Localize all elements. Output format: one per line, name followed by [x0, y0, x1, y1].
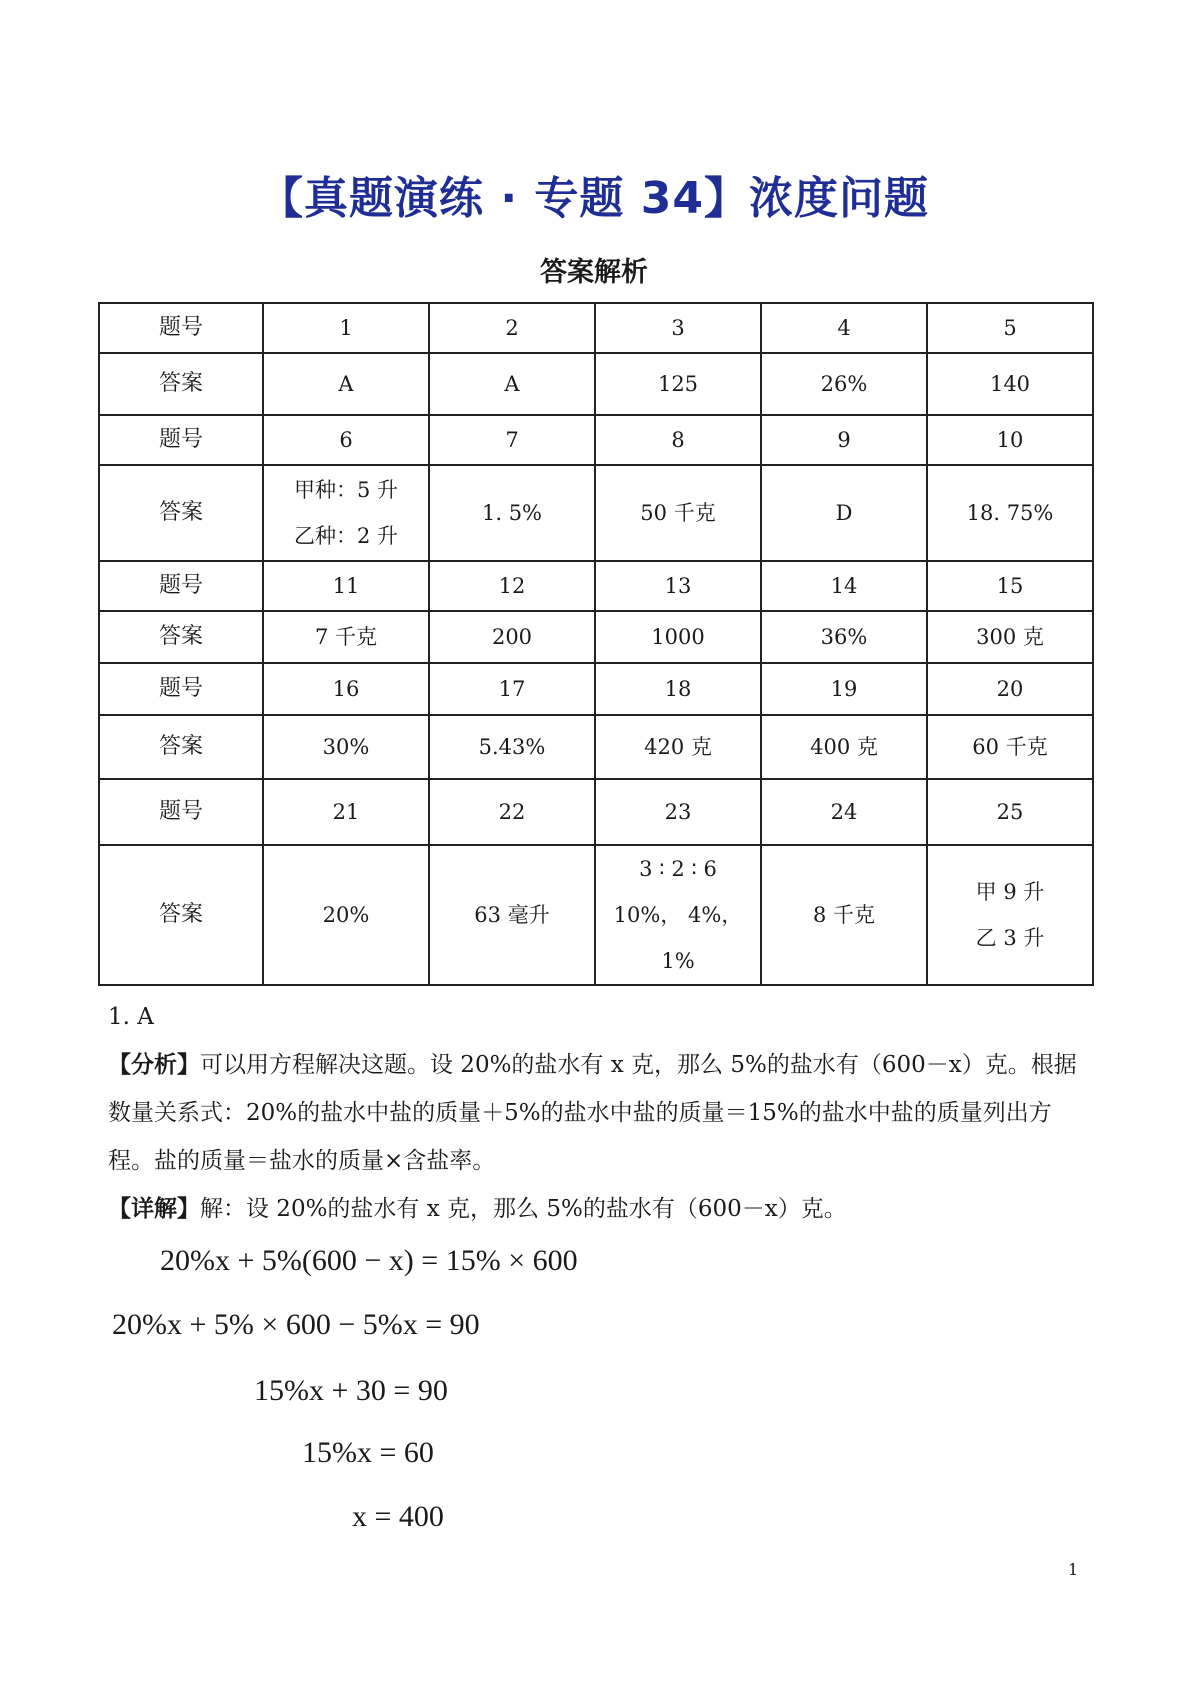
question-number-cell: 25: [927, 779, 1093, 845]
answer-cell: [429, 353, 595, 415]
answer-cell: [263, 465, 429, 561]
answer-line: 26%: [820, 371, 868, 396]
answer-cell: [927, 845, 1093, 985]
answer-line: 125: [657, 371, 699, 396]
answer-table: [98, 302, 1094, 986]
detail-label: 【详解】: [108, 1195, 200, 1222]
question-number-cell: 13: [595, 561, 761, 611]
equation-line: 15%x + 30 = 90: [254, 1374, 448, 1407]
answer-row: [99, 353, 1093, 415]
answer-line: 甲 9 升: [975, 880, 1045, 904]
equation-line: x = 400: [352, 1500, 444, 1533]
question-number-cell: 18: [595, 663, 761, 715]
question-number-cell: 2: [429, 303, 595, 353]
answer-row: [99, 465, 1093, 561]
detail-paragraph: [108, 1185, 1088, 1233]
answer-cell: [927, 465, 1093, 561]
answer-line: 300 克: [976, 624, 1044, 649]
question-number-cell: 24: [761, 779, 927, 845]
answer-line: D: [835, 500, 853, 525]
question-1-heading: 1. A: [108, 1004, 154, 1030]
answer-label: 答案: [99, 465, 263, 561]
answer-line: 乙 3 升: [975, 926, 1045, 950]
page-title: 【真题演练 · 专题 34】浓度问题: [259, 173, 929, 224]
answer-label: 答案: [99, 715, 263, 779]
answer-line: 3 ∶ 2 ∶ 6: [639, 857, 717, 881]
answer-cell: [761, 353, 927, 415]
answer-cell: [429, 715, 595, 779]
answer-cell: [263, 353, 429, 415]
answer-line: 7 千克: [314, 624, 378, 649]
answer-label: 答案: [99, 353, 263, 415]
question-number-cell: 20: [927, 663, 1093, 715]
question-number-row: [99, 663, 1093, 715]
equation-line: 15%x = 60: [302, 1436, 434, 1469]
question-number-row: [99, 779, 1093, 845]
answer-cell: [595, 353, 761, 415]
answer-line: 18. 75%: [966, 500, 1054, 525]
answer-cell: [263, 845, 429, 985]
analysis-paragraph: [108, 1041, 1088, 1185]
equation-line: 20%x + 5% × 600 − 5%x = 90: [112, 1308, 480, 1341]
question-number-row: [99, 415, 1093, 465]
answer-line: 20%: [322, 902, 370, 927]
answer-line: 36%: [820, 624, 868, 649]
answer-line: 1000: [651, 624, 705, 649]
question-number-cell: 5: [927, 303, 1093, 353]
answer-label: 答案: [99, 845, 263, 985]
answer-line: 200: [491, 624, 533, 649]
question-number-cell: 8: [595, 415, 761, 465]
question-number-cell: 16: [263, 663, 429, 715]
answer-line: 400 克: [810, 734, 878, 759]
question-number-cell: 14: [761, 561, 927, 611]
answer-cell: [595, 715, 761, 779]
question-number-label: 题号: [99, 561, 263, 611]
answer-row: [99, 611, 1093, 663]
question-number-label: 题号: [99, 663, 263, 715]
analysis-label: 【分析】: [108, 1051, 200, 1078]
question-number-cell: 3: [595, 303, 761, 353]
question-number-cell: 23: [595, 779, 761, 845]
question-number-label: 题号: [99, 415, 263, 465]
equation-line: 20%x + 5%(600 − x) = 15% × 600: [160, 1244, 578, 1277]
answer-cell: [761, 715, 927, 779]
answer-cell: [429, 465, 595, 561]
question-number-cell: 17: [429, 663, 595, 715]
question-number-cell: 22: [429, 779, 595, 845]
answer-cell: [595, 465, 761, 561]
answer-label: 答案: [99, 611, 263, 663]
question-number-cell: 15: [927, 561, 1093, 611]
answer-cell: [263, 611, 429, 663]
answer-row: [99, 715, 1093, 779]
answer-cell: [927, 611, 1093, 663]
answer-cell: [263, 715, 429, 779]
question-number-cell: 12: [429, 561, 595, 611]
detail-text: 解：设 20%的盐水有 x 克，那么 5%的盐水有（600－x）克。: [200, 1196, 847, 1222]
question-number-cell: 10: [927, 415, 1093, 465]
answer-cell: [927, 715, 1093, 779]
answer-line: 60 千克: [972, 734, 1048, 759]
question-number-cell: 19: [761, 663, 927, 715]
question-number-cell: 9: [761, 415, 927, 465]
answer-line: 50 千克: [640, 500, 716, 525]
answer-line: 甲种：5 升: [293, 478, 399, 502]
question-number-cell: 7: [429, 415, 595, 465]
answer-line: 5.43%: [478, 734, 546, 759]
question-number-cell: 6: [263, 415, 429, 465]
answer-cell: [429, 611, 595, 663]
answer-line: A: [338, 371, 354, 396]
answer-cell: [761, 465, 927, 561]
answer-cell: [927, 353, 1093, 415]
answer-line: 8 千克: [812, 902, 876, 927]
answer-line: A: [504, 371, 520, 396]
question-number-label: 题号: [99, 779, 263, 845]
answer-line: 乙种：2 升: [293, 524, 399, 548]
section-subtitle: 答案解析: [540, 257, 648, 288]
question-number-cell: 21: [263, 779, 429, 845]
answer-line: 10%， 4%， 1%: [613, 903, 743, 973]
question-number-cell: 4: [761, 303, 927, 353]
page-number: 1: [1068, 1560, 1079, 1579]
answer-line: 420 克: [644, 734, 712, 759]
answer-line: 30%: [322, 734, 370, 759]
question-number-row: [99, 561, 1093, 611]
question-number-row: [99, 303, 1093, 353]
answer-line: 140: [989, 371, 1031, 396]
answer-cell: [761, 845, 927, 985]
analysis-text: 可以用方程解决这题。设 20%的盐水有 x 克，那么 5%的盐水有（600－x）克。根据数量关系式：20%的盐水中盐的质量＋5%的盐水中盐的质量＝15%的盐水中盐的质量列出方程。盐的质量＝盐水的质量×含盐率。: [108, 1052, 1077, 1174]
answer-cell: [429, 845, 595, 985]
question-number-cell: 1: [263, 303, 429, 353]
answer-row: [99, 845, 1093, 985]
question-number-cell: 11: [263, 561, 429, 611]
answer-cell: [595, 845, 761, 985]
answer-cell: [761, 611, 927, 663]
answer-cell: [595, 611, 761, 663]
question-number-label: 题号: [99, 303, 263, 353]
answer-line: 1. 5%: [481, 500, 543, 525]
answer-line: 63 毫升: [474, 902, 550, 927]
